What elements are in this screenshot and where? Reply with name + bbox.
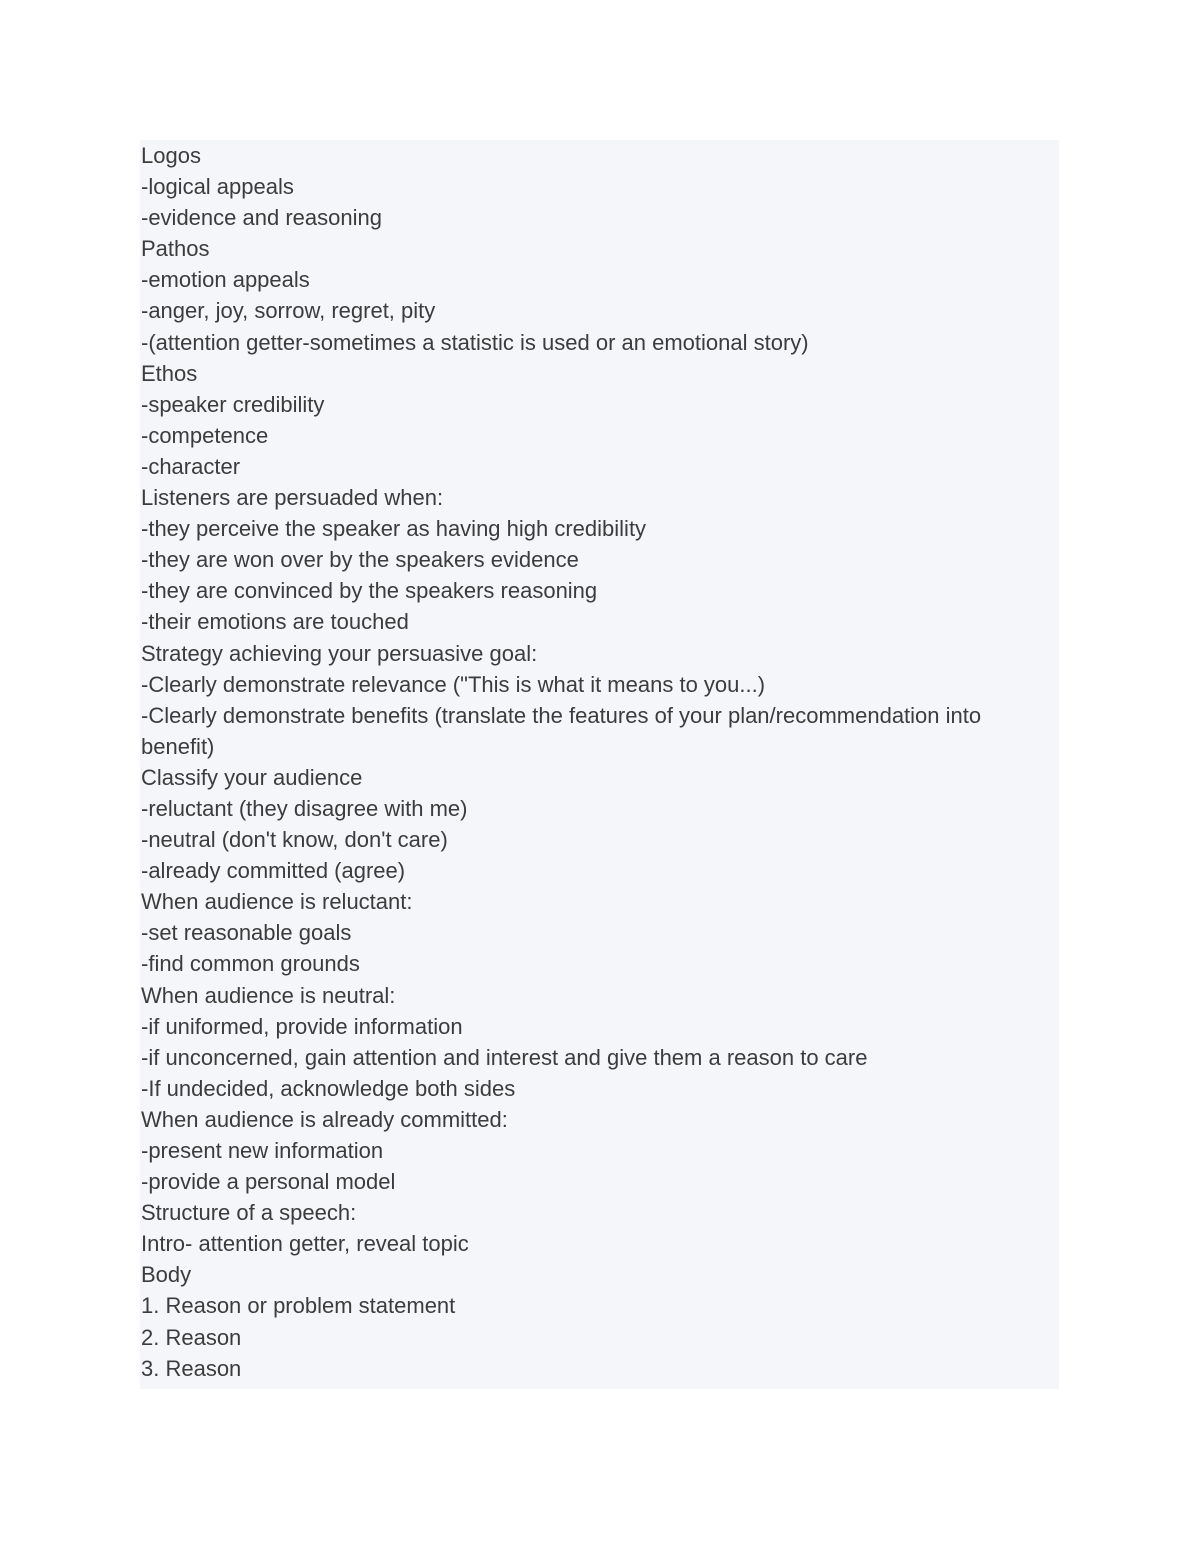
list-item: Intro- attention getter, reveal topic bbox=[141, 1231, 469, 1257]
list-item: -reluctant (they disagree with me) bbox=[141, 795, 468, 821]
heading-listeners-persuaded: Listeners are persuaded when: bbox=[141, 485, 444, 511]
list-item: -logical appeals bbox=[141, 174, 294, 200]
list-item: -their emotions are touched bbox=[141, 609, 409, 635]
list-item: -they are convinced by the speakers reasoning bbox=[141, 578, 598, 604]
heading-audience-committed: When audience is already committed: bbox=[141, 1106, 508, 1132]
list-item: -evidence and reasoning bbox=[141, 205, 382, 231]
list-item: 3. Reason bbox=[141, 1355, 242, 1381]
list-item: -they perceive the speaker as having high credibility bbox=[141, 516, 647, 542]
list-item: -Clearly demonstrate relevance ("This is what it means to you...) bbox=[141, 671, 766, 697]
heading-ethos: Ethos bbox=[141, 360, 198, 386]
list-item: -if uniformed, provide information bbox=[141, 1013, 463, 1039]
list-item: -competence bbox=[141, 422, 269, 448]
heading-strategy: Strategy achieving your persuasive goal: bbox=[141, 640, 538, 666]
list-item: -If undecided, acknowledge both sides bbox=[141, 1075, 516, 1101]
list-item: -anger, joy, sorrow, regret, pity bbox=[141, 298, 436, 324]
list-item: 1. Reason or problem statement bbox=[141, 1293, 456, 1319]
list-item: -set reasonable goals bbox=[141, 920, 352, 946]
notes-text-block bbox=[140, 140, 1059, 1389]
list-item-continuation: benefit) bbox=[141, 733, 215, 759]
list-item: -neutral (don't know, don't care) bbox=[141, 827, 448, 853]
heading-pathos: Pathos bbox=[141, 236, 210, 262]
heading-audience-neutral: When audience is neutral: bbox=[141, 982, 396, 1008]
heading-logos: Logos bbox=[141, 143, 201, 168]
list-item: 2. Reason bbox=[141, 1324, 242, 1350]
list-item: -(attention getter-sometimes a statistic is used or an emotional story) bbox=[141, 329, 809, 355]
list-item: -Clearly demonstrate benefits (translate the features of your plan/recommendation into bbox=[141, 702, 982, 728]
heading-speech-structure: Structure of a speech: bbox=[141, 1200, 357, 1226]
list-item: -already committed (agree) bbox=[141, 858, 406, 884]
list-item: -present new information bbox=[141, 1138, 384, 1163]
list-item: -they are won over by the speakers evidence bbox=[141, 547, 579, 573]
list-item: -emotion appeals bbox=[141, 267, 310, 293]
list-item: -find common grounds bbox=[141, 951, 360, 977]
list-item: -if unconcerned, gain attention and interest and give them a reason to care bbox=[141, 1044, 868, 1070]
list-item: -speaker credibility bbox=[141, 391, 325, 417]
list-item: -character bbox=[141, 453, 241, 479]
heading-audience-reluctant: When audience is reluctant: bbox=[141, 889, 413, 915]
list-item: Body bbox=[141, 1262, 192, 1288]
heading-classify-audience: Classify your audience bbox=[141, 764, 363, 790]
list-item: -provide a personal model bbox=[141, 1169, 396, 1195]
